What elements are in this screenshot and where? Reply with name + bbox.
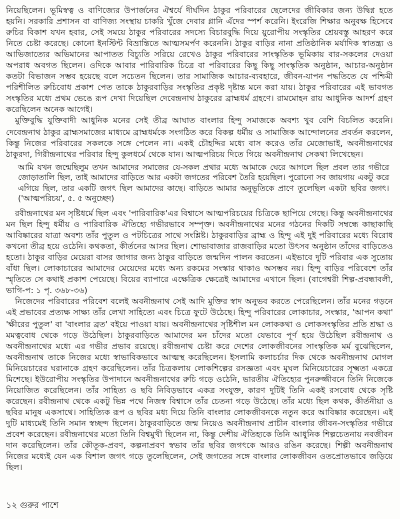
body-paragraph-4: নিজেদের পরিবারের পরিবেশ বলেই অবনীন্দ্রনাথ সেই আদি মুক্তির স্বাদ অনুভব করতে পেরেছিলেন। তাঁর মনের গড়নে এই প্রভাবের প্রত্যক্ষ সাক্ষ্য তাঁর লেখা সাহিত্যে এবং চিত্রে ফুটে উঠেছে। হিন্দু পরিবারের লোকাচার, সংস্কার, 'আপন কথা' 'ক্ষীরের পুতুল' বা 'বাংলার ব্রত' বইয়ে পাওয়া যায়। অবনীন্দ্রনাথের সৃষ্টিশীল মন লোককথা ও লোকসংস্কৃতির প্রতি শ্রদ্ধা ও মমত্ববোধ থেকে গড়ে উঠেছিল। ঠাকুরবাড়িতে আমাদের মন চাঁদের মতো যেভাবে পূর্ণ হয়ে উঠেছিল রবীন্দ্রনাথ ও অবনীন্দ্রনাথের মধ্যে এর গভীর প্রভাব রয়েছে। রবীন্দ্রনাথ চেষ্টা করে দেশের লোকজীবনের সাংস্কৃতিক মর্ম বুঝেছিলেন, অবনীন্দ্রনাথ তাকে নিজের মধ্যে স্বাভাবিকভাবে আত্মস্থ করেছিলেন। ইসলামি কলাচর্চার দিক থেকে অবনীন্দ্রনাথ মোগল মিনিয়েচারের ঘরানাকে গ্রহণ করেছিলেন। তাঁর চিত্রকলায় লোকশিল্পের রসজ্ঞতা এবং মুঘল মিনিয়েচারের সূক্ষ্মতা একত্রে মিশেছে। ইউরোপীয় সংস্কৃতির উপাদানে অবনীন্দ্রনাথের রুচি গড়ে ওঠেনি, ভারতীয় ঐতিহ্যের পুনরুজ্জীবনে তিনি নিজেকে নিয়োজিত করেছিলেন। তাঁর সাহিত্য ও ছবি নিবিড়ভাবে একত্র সংযুক্ত, কারণ দুটিই তিনি একই রসবোধ থেকে সৃষ্টি করেছেন। রবীন্দ্রনাথ থেকে একটু ভিন্ন পথে নিজস্ব বিশ্বাসে তাঁর চেতনা গড়ে উঠেছে। তাঁর মধ্যে ছিল কথক, কীর্তনীয়া ও ছবির মানুষ একসাথে। সাহিত্যিক রূপ ও ছবির মধ্য দিয়ে তিনি বাংলার লোকজীবনকে নতুন করে আবিষ্কার করেছেন। এই দুটি মাধ্যমেই তিনি সমান স্বচ্ছন্দ ছিলেন। ঠাকুরবাড়িতে জন্ম নিয়েও অবনীন্দ্রনাথ প্রাচীন বাংলার জীবন-সংস্কৃতির গভীরে প্রবেশ করেছেন। রবীন্দ্রনাথের মতো তিনি বিশ্বমুখী ছিলেন না, কিন্তু দেশীয় ঐতিহ্যকে তিনি আধুনিক শিল্পচেতনায় নবজীবন দান করেছিলেন। তাঁর কৌতূক-প্রবণ, কল্পনাপ্রবণ স্বভাব তাঁর ছবির জগৎকে আরও রঙিন করেছে। শিল্পী অবনীন্দ্রনাথ নিজের মধ্যেই যেন এক বিশাল জগৎ গড়ে তুলেছিলেন, সেই জগতের সঙ্গে বাংলার লোকজীবন ওতপ্রোতভাবে জড়িয়ে ছিল। (6, 296, 393, 473)
body-paragraph-2: মুক্তিবুদ্ধি যুক্তিবাদী আধুনিক মনের সেই তীব্র আঘাত বাংলার হিন্দু সমাজকে অবশ্য খুব বেশি বিচলিত করেনি। দেবেন্দ্রনাথ ঠাকুর ব্রাহ্মসমাজের মাধ্যমে ব্রাহ্মধর্মকে সংগঠিত করে বিকল্প ধর্মীয় ও সামাজিক আন্দোলনের প্রবর্তন করলেন, কিন্তু নিজের পরিবারের সকলকে সঙ্গে পেলেন না। একই চৌহদ্দির মধ্যে বাস করেও তাঁর মেজোভাই, অবনীন্দ্রনাথের ঠাকুরদা, গিরীন্দ্রনাথের পরিবার হিন্দু কুলধর্মে থেকে যান। আত্মপরিচয় দিতে গিয়ে অবনীন্দ্রনাথ সেকথা লিখেছেন। (6, 115, 393, 159)
body-paragraph-1: নিয়েছিলেন। ভূমিস্বত্ব ও বাণিজ্যের উপার্জনের ঐশ্বর্যে দীর্ঘদিন ঠাকুর পরিবারের ছেলেদের জীবিকার জন্য উদ্বিগ্ন হতে হয়নি। সরকারি প্রশাসন বা বাণিজ্য সংস্থায় চাকরি খুঁজে দেবার গ্লানি এঁদের স্পর্শ করেনি। ইংরেজি শিক্ষার অনুবক্ষ হিসেবে রুচির বিকাশ যখন হবার, সেই সময়ে ঠাকুর পরিবারের সদস্যে বিচারবুদ্ধি দিয়ে য়ুরোপীয় সংস্কৃতির শ্রেয়বস্তু আহরণ করে নিতে চেষ্টা করেছে। কোনো ইনস্টিন্ট বিভ্রান্তিতে আত্মসমর্পণ করেননি। ঠাকুর বাড়ির নানা প্রতিষ্ঠানিক মর্যাদিক স্বাতন্ত্র্য ও আভিজাত্যের অভিমানের আপাতত বিচ্যুতি সরিয়ে রেখেও ঠাকুর পরিবারের সাংস্কৃতিক ভূমিকায় বার-সকলের দেওয়া অপরাধ অবগত ছিলেন। ওদিকে আবার পারিবারিক চিত্রে বা পরিবারের কিছু কিছু সাংস্কৃতিক অনুষ্ঠান, আচার-অনুষ্ঠান কতটা বিভাজন সম্ভব হয়েছে বলে সচেতন ছিলেন। তার সামাজিক আচার-ব্যবহারে, জীবন-যাপন পদ্ধতিতে যে পশ্চিমী পরিশীলিত রুচিবোধ প্রকাশ পেত তাকে ঠাকুরবাড়ির সংস্কৃতির প্রকৃষ্ট দৃষ্টান্ত মনে করা যায়। ঠাকুর পরিবারের এই ভাবগত সংস্কৃতির মধ্যে প্রথম ভেঙে রূপ দেখা দিয়েছিল দেবেন্দ্রনাথ ঠাকুরের ব্রাহ্মধর্ম গ্রহণে। রামমোহন রায় আধুনিক আদর্শ গ্রহণ করেছিলেন অনেক আগেই। (6, 5, 393, 115)
block-quote: আমি যখন জন্মেছিলুম তখন আমাদের সমাজের যে-সকল প্রথার মধ্যে আমাকে ঘেরে আগলে ছিল প্রবল তার গভীরে জোড়াতালি ছিল, তাই আমাদের বাড়িতে আর একটা জগতের পরিবেশ তৈরি হয়েছিল। পুরোনো সব জায়গায় একটু করে এগিয়ে ছিল, তার একটি জগৎ ছিল আমাদের কাছে। বাড়িতে আমার অনুভূতিকে প্রাণে তুলেছিল একটা ছবির জগৎ। ('আত্মপরিচয়', ৫. ৫ অনুচ্ছেদ) (18, 162, 389, 204)
page-footer: ১২ গুরুর পাশে (6, 501, 59, 511)
body-paragraph-3: রবীন্দ্রনাথের মন সৃষ্টিধর্মে ছিল এবং 'পারিবারিক'এর বিশ্বাসে আত্মপরিচয়ের চিত্রিকে ছাপিয়ে গেছে। কিন্তু অবনীন্দ্রনাথের মন ছিল হিন্দু ধর্মীয় ও পারিবারিক ঐতিহ্যে গভীরভাবে সম্পৃক্ত। অবনীন্দ্রনাথের মনের গঠনের দিকটি সম্বন্ধে কাছাকাছি আবিষ্কারের যাত্রা অবশ্য তাঁর পুতুল ও পটচিত্রের সাথে সংশ্লিষ্ট। ঠাকুরবাড়ির ব্রাহ্ম ও হিন্দু এই দুই পরিবারের মধ্যে বিরোধ কখনো তীব্র হয়ে ওঠেনি। কথকতা, কীর্তনের আসর ছিল। শোভাবাজার রাজবাড়ির মতো উৎসব অনুষ্ঠান তাঁদের বাড়িতেও হতো। ঠাকুর বাড়ির মেয়েরা বাসর জাগার জন্য ঠাকুর বাড়িতে জন্মদিন পালন করতেন। এইভাবে দুটি পরিবার এক সুতোয় বাঁধা ছিল। লোকাচারের আমাদের মেয়েদের মধ্যে অন্য রকমের সংস্কার থাকাও অসম্ভব নয়। হিন্দু বাড়ির পরিবেশে তাঁর স্মৃতিতে সে কথাই প্রকাশ পেয়েছে। বিয়ের ব্যাপারে এক্ষেত্রিক ক্ষেত্রেই আমাদের এখানে ছিল। (বাগেশ্বরী শিল্প-প্রবন্ধাবলী, ভাগি-প: ১ পৃ. ৩৬৮-৩৬) (6, 208, 393, 296)
